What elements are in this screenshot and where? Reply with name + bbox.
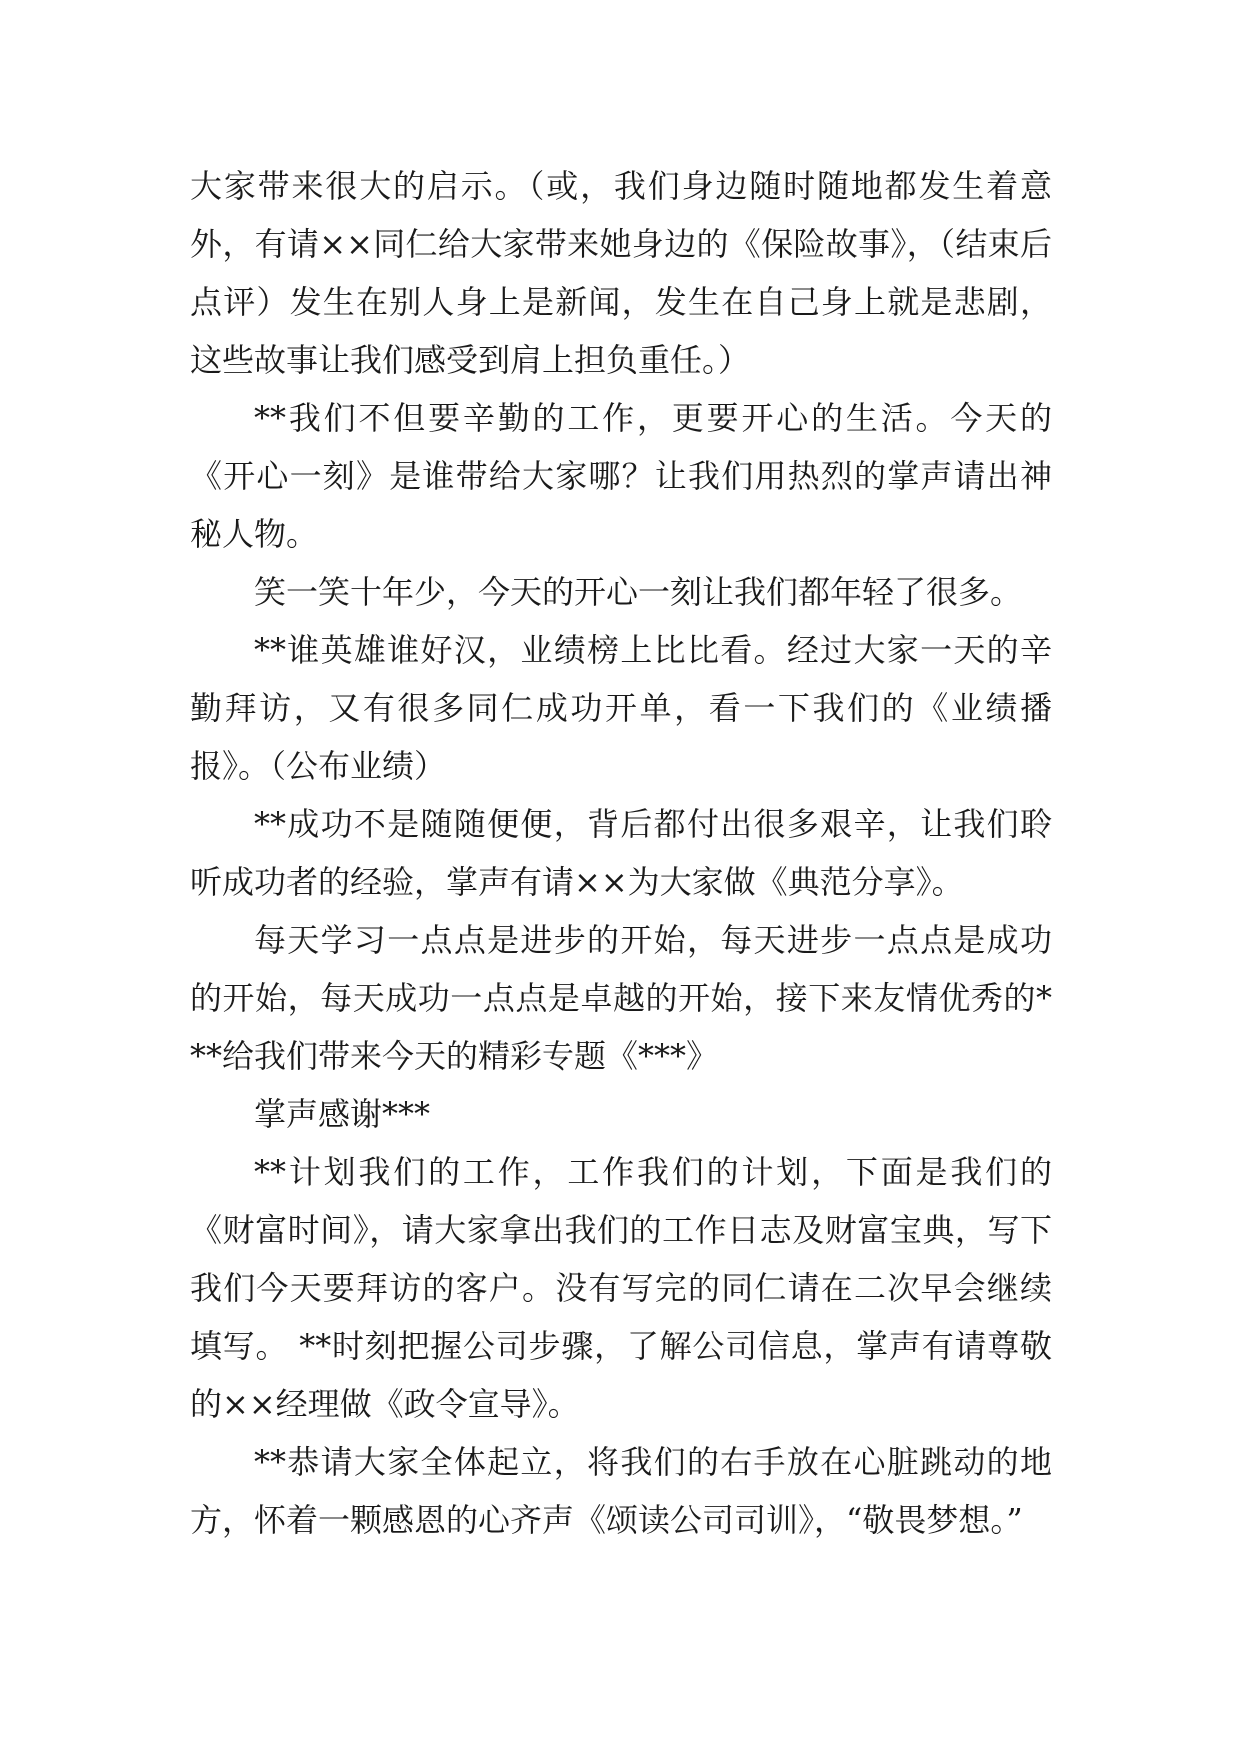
paragraph-5: **成功不是随随便便，背后都付出很多艰辛，让我们聆听成功者的经验，掌声有请××为大家做《典范分享》。 (190, 805, 1052, 901)
paragraph-3: 笑一笑十年少，今天的开心一刻让我们都年轻了很多。 (254, 573, 1023, 611)
paragraph-9: **恭请大家全体起立，将我们的右手放在心脏跳动的地方，怀着一颗感恩的心齐声《颂读公司司训》，“敬畏梦想。” (190, 1443, 1052, 1539)
paragraph-6: 每天学习一点点是进步的开始，每天进步一点点是成功的开始，每天成功一点点是卓越的开始，接下来友情优秀的***给我们带来今天的精彩专题《***》 (190, 921, 1052, 1075)
document-body (190, 157, 1052, 1549)
paragraph-7: 掌声感谢*** (254, 1095, 431, 1133)
paragraph-1: 大家带来很大的启示。（或，我们身边随时随地都发生着意外，有请××同仁给大家带来她身边的《保险故事》，（结束后点评）发生在别人身上是新闻，发生在自己身上就是悲剧，这些故事让我们感受到肩上担负重任。） (190, 167, 1052, 379)
paragraph-2: **我们不但要辛勤的工作，更要开心的生活。今天的《开心一刻》是谁带给大家哪？让我们用热烈的掌声请出神秘人物。 (190, 399, 1052, 553)
paragraph-8: **计划我们的工作，工作我们的计划，下面是我们的《财富时间》，请大家拿出我们的工作日志及财富宝典，写下我们今天要拜访的客户。没有写完的同仁请在二次早会继续填写。 **时刻把握公司步骤，了解公司信息，掌声有请尊敬的××经理做《政令宣导》。 (190, 1153, 1052, 1423)
paragraph-4: **谁英雄谁好汉，业绩榜上比比看。经过大家一天的辛勤拜访，又有很多同仁成功开单，看一下我们的《业绩播报》。（公布业绩） (190, 631, 1052, 785)
